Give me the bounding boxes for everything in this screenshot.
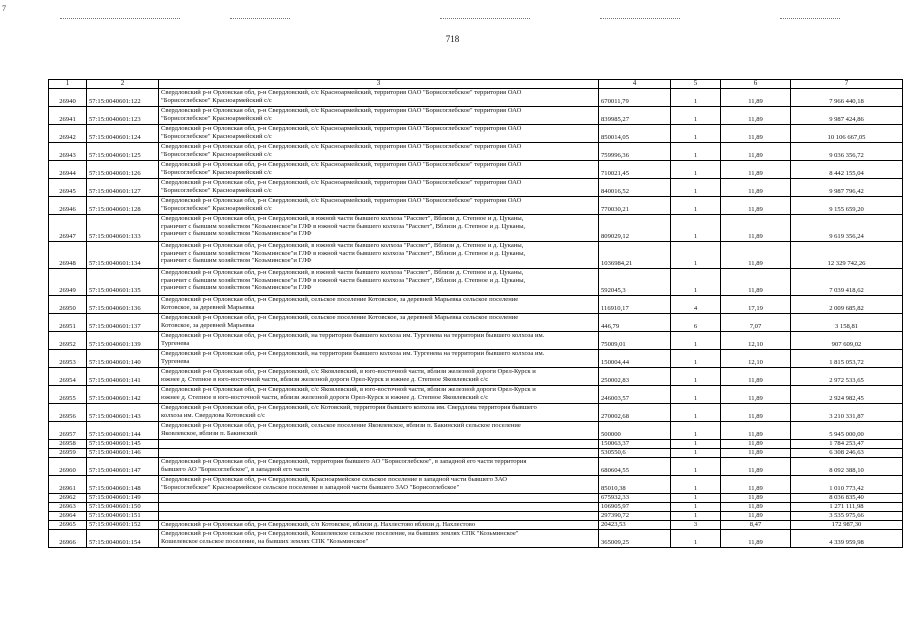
cadastral-number: 57:15:0040601:149 xyxy=(87,494,159,503)
specific-cost: 11,89 xyxy=(721,269,791,296)
cadastral-cost: 9 987 796,42 xyxy=(791,179,903,197)
group-value: 1 xyxy=(671,269,721,296)
table-row xyxy=(49,368,903,386)
row-number: 26946 xyxy=(49,197,87,215)
cadastral-number: 57:15:0040601:144 xyxy=(87,422,159,440)
location-description xyxy=(159,332,599,350)
cadastral-cost: 1 815 053,72 xyxy=(791,350,903,368)
area-value: 500000 xyxy=(599,422,671,440)
cadastral-number: 57:15:0040601:152 xyxy=(87,521,159,530)
group-value: 1 xyxy=(671,179,721,197)
row-number: 26950 xyxy=(49,296,87,314)
location-description xyxy=(159,476,599,494)
description-line: Котовское, за деревней Марьевка xyxy=(161,321,255,329)
specific-cost: 11,89 xyxy=(721,530,791,548)
cadastral-number: 57:15:0040601:146 xyxy=(87,449,159,458)
specific-cost: 17,19 xyxy=(721,296,791,314)
table-row xyxy=(49,242,903,269)
area-value: 670011,79 xyxy=(599,89,671,107)
group-value: 1 xyxy=(671,449,721,458)
cadastral-cost: 5 945 000,00 xyxy=(791,422,903,440)
description-line: южнее д. Степное в юго-восточной части, вблизи железной дороги Орел-Курск и южнее д. Степное Яковлевский с/с xyxy=(161,375,489,383)
area-value: 150063,37 xyxy=(599,440,671,449)
table-row xyxy=(49,269,903,296)
description-line: Свердловский р-н Орловская обл, р-н Свердловский, на территории бывшего колхоза им. Тургенева на территории бывшего колхоза им. xyxy=(161,332,545,339)
group-value: 1 xyxy=(671,143,721,161)
table-row xyxy=(49,476,903,494)
location-description xyxy=(159,521,599,530)
description-line: Свердловский р-н Орловская обл, р-н Свердловский, сельское поселение Котовское, за деревней Марьевка сельское поселение xyxy=(161,314,519,321)
row-number: 26949 xyxy=(49,269,87,296)
area-value: 592045,3 xyxy=(599,269,671,296)
specific-cost: 11,89 xyxy=(721,161,791,179)
row-number: 26947 xyxy=(49,215,87,242)
cadastral-cost: 6 308 246,63 xyxy=(791,449,903,458)
cadastral-cost: 1 784 253,47 xyxy=(791,440,903,449)
cadastral-cost: 8 036 835,40 xyxy=(791,494,903,503)
cadastral-cost: 1 010 773,42 xyxy=(791,476,903,494)
description-line: "Борисоглебское" Красноармейский с/с xyxy=(161,168,272,176)
description-line: "Борисоглебское" Красноармейское сельское поселение в западной части бывшего ЗАО "Борисоглебское" xyxy=(161,483,460,491)
group-value: 1 xyxy=(671,242,721,269)
cadastral-number: 57:15:0040601:126 xyxy=(87,161,159,179)
location-description xyxy=(159,179,599,197)
group-value: 4 xyxy=(671,296,721,314)
description-line: Свердловский р-н Орловская обл, р-н Свердловский, в южной части бывшего колхоза "Рассвет", Вблизи д. Степное и д. Цуканы, xyxy=(161,215,524,222)
table-row xyxy=(49,332,903,350)
description-line: Свердловский р-н Орловская обл, р-н Свердловский, с/с Красноармейский, территория ОАО "Борисоглебское" территория ОАО xyxy=(161,89,522,96)
description-line: Свердловский р-н Орловская обл, р-н Свердловский, с/с Красноармейский, территория ОАО "Борисоглебское" территория ОАО xyxy=(161,161,522,168)
specific-cost: 11,89 xyxy=(721,449,791,458)
table-row xyxy=(49,314,903,332)
table-row xyxy=(49,386,903,404)
area-value: 680604,55 xyxy=(599,458,671,476)
table-row xyxy=(49,422,903,440)
cadastral-number: 57:15:0040601:135 xyxy=(87,269,159,296)
cadastral-number: 57:15:0040601:147 xyxy=(87,458,159,476)
row-number: 26951 xyxy=(49,314,87,332)
cadastral-number: 57:15:0040601:124 xyxy=(87,125,159,143)
specific-cost: 11,89 xyxy=(721,215,791,242)
area-value: 270002,68 xyxy=(599,404,671,422)
cadastral-number: 57:15:0040601:148 xyxy=(87,476,159,494)
table-row xyxy=(49,350,903,368)
location-description xyxy=(159,269,599,296)
land-register-table xyxy=(48,79,903,548)
row-number: 26940 xyxy=(49,89,87,107)
area-value: 150004,44 xyxy=(599,350,671,368)
cadastral-cost: 9 036 356,72 xyxy=(791,143,903,161)
cadastral-cost: 8 442 155,04 xyxy=(791,161,903,179)
cadastral-number: 57:15:0040601:127 xyxy=(87,179,159,197)
specific-cost: 11,89 xyxy=(721,386,791,404)
row-number: 26959 xyxy=(49,449,87,458)
table-row xyxy=(49,197,903,215)
specific-cost: 11,89 xyxy=(721,89,791,107)
area-value: 850014,05 xyxy=(599,125,671,143)
header-row xyxy=(49,80,903,89)
group-value: 6 xyxy=(671,314,721,332)
description-line: Свердловский р-н Орловская обл, р-н Свердловский, Красноармейское сельское поселение в западной части бывшего ЗАО xyxy=(161,476,508,483)
description-line: Яковлевское, вблизи п. Бакинский xyxy=(161,429,258,437)
description-line: Свердловский р-н Орловская обл, р-н Свердловский, сельское поселение Яковлевское, вблизи п. Бакинский сельское поселение xyxy=(161,422,521,429)
specific-cost: 11,89 xyxy=(721,404,791,422)
group-value: 1 xyxy=(671,332,721,350)
group-value: 3 xyxy=(671,521,721,530)
group-value: 1 xyxy=(671,404,721,422)
description-line: Свердловский р-н Орловская обл, р-н Свердловский, с/с Красноармейский, территория ОАО "Борисоглебское" территория ОАО xyxy=(161,179,522,186)
specific-cost: 11,89 xyxy=(721,197,791,215)
specific-cost: 11,89 xyxy=(721,422,791,440)
description-line: граничит с бывшим хозяйством "Козьминское"и ГЛФ xyxy=(161,257,312,265)
cadastral-number: 57:15:0040601:141 xyxy=(87,368,159,386)
location-description xyxy=(159,422,599,440)
cadastral-cost: 2 972 533,65 xyxy=(791,368,903,386)
description-line: "Борисоглебское" Красноармейский с/с xyxy=(161,186,272,194)
description-line: "Борисоглебское" Красноармейский с/с xyxy=(161,132,272,140)
area-value: 446,79 xyxy=(599,314,671,332)
description-line: "Борисоглебское" Красноармейский с/с xyxy=(161,96,272,104)
row-number: 26942 xyxy=(49,125,87,143)
col-header-2: 2 xyxy=(87,80,159,89)
group-value: 1 xyxy=(671,476,721,494)
description-line: колхоза им. Свердлова Котовский с/с xyxy=(161,411,266,419)
group-value: 1 xyxy=(671,197,721,215)
row-number: 26964 xyxy=(49,512,87,521)
description-line: Свердловский р-н Орловская обл, р-н Свердловский, с/с Яковлевский, в юго-восточной части, вблизи железной дороги Орел-Курск и xyxy=(161,368,536,375)
group-value: 1 xyxy=(671,494,721,503)
col-header-6: 6 xyxy=(721,80,791,89)
row-number: 26966 xyxy=(49,530,87,548)
location-description xyxy=(159,494,599,503)
specific-cost: 12,10 xyxy=(721,350,791,368)
cadastral-cost: 9 987 424,86 xyxy=(791,107,903,125)
row-number: 26965 xyxy=(49,521,87,530)
specific-cost: 11,89 xyxy=(721,458,791,476)
location-description xyxy=(159,197,599,215)
col-header-4: 4 xyxy=(599,80,671,89)
row-number: 26944 xyxy=(49,161,87,179)
row-number: 26953 xyxy=(49,350,87,368)
location-description xyxy=(159,530,599,548)
location-description xyxy=(159,503,599,512)
location-description xyxy=(159,314,599,332)
row-number: 26955 xyxy=(49,386,87,404)
col-header-7: 7 xyxy=(791,80,903,89)
cadastral-cost: 4 339 959,98 xyxy=(791,530,903,548)
cadastral-cost: 3 210 331,87 xyxy=(791,404,903,422)
cadastral-cost: 7 039 418,62 xyxy=(791,269,903,296)
cadastral-number: 57:15:0040601:145 xyxy=(87,440,159,449)
description-line: Свердловский р-н Орловская обл, р-н Свердловский, с/с Красноармейский, территория ОАО "Борисоглебское" территория ОАО xyxy=(161,125,522,132)
table-row xyxy=(49,143,903,161)
table-row xyxy=(49,296,903,314)
row-number: 26956 xyxy=(49,404,87,422)
location-description xyxy=(159,458,599,476)
cadastral-cost: 12 329 742,26 xyxy=(791,242,903,269)
area-value: 840016,52 xyxy=(599,179,671,197)
location-description xyxy=(159,107,599,125)
table-row xyxy=(49,404,903,422)
location-description xyxy=(159,125,599,143)
scan-noise-line xyxy=(440,18,530,19)
location-description xyxy=(159,368,599,386)
specific-cost: 11,89 xyxy=(721,368,791,386)
description-line: Котовское, за деревней Марьевка xyxy=(161,303,255,311)
location-description xyxy=(159,449,599,458)
specific-cost: 8,47 xyxy=(721,521,791,530)
area-value: 839985,27 xyxy=(599,107,671,125)
location-description xyxy=(159,512,599,521)
description-line: Тургенева xyxy=(161,357,190,365)
table-row xyxy=(49,161,903,179)
cadastral-cost: 10 106 667,05 xyxy=(791,125,903,143)
table-row xyxy=(49,89,903,107)
group-value: 1 xyxy=(671,125,721,143)
description-line: граничит с бывшим хозяйством "Козьминское"и ГЛФ xyxy=(161,284,312,292)
cadastral-number: 57:15:0040601:136 xyxy=(87,296,159,314)
description-line: Свердловский р-н Орловская обл, р-н Свердловский, с/с Красноармейский, территория ОАО "Борисоглебское" территория ОАО xyxy=(161,143,522,150)
description-line: Свердловский р-н Орловская обл, р-н Свердловский, с/с Котовский, территория бывшего колхоза им. Свердлова территория бывшего xyxy=(161,404,537,411)
group-value: 1 xyxy=(671,107,721,125)
specific-cost: 11,89 xyxy=(721,494,791,503)
cadastral-number: 57:15:0040601:142 xyxy=(87,386,159,404)
area-value: 809029,12 xyxy=(599,215,671,242)
location-description xyxy=(159,161,599,179)
description-line: Свердловский р-н Орловская обл, р-н Свердловский, в южной части бывшего колхоза "Рассвет", Вблизи д. Степное и д. Цуканы, xyxy=(161,269,524,276)
area-value: 297390,72 xyxy=(599,512,671,521)
scan-noise-line xyxy=(60,18,180,19)
row-number: 26941 xyxy=(49,107,87,125)
cadastral-cost: 907 609,02 xyxy=(791,332,903,350)
table-row xyxy=(49,521,903,530)
specific-cost: 11,89 xyxy=(721,503,791,512)
row-number: 26963 xyxy=(49,503,87,512)
cadastral-number: 57:15:0040601:134 xyxy=(87,242,159,269)
cadastral-cost: 9 155 659,20 xyxy=(791,197,903,215)
row-number: 26954 xyxy=(49,368,87,386)
cadastral-cost: 3 158,81 xyxy=(791,314,903,332)
location-description xyxy=(159,242,599,269)
row-number: 26962 xyxy=(49,494,87,503)
description-line: Свердловский р-н Орловская обл, р-н Свердловский, с/п Котовское, вблизи д. Нахлестово вблизи д. Нахлестово xyxy=(161,521,476,528)
specific-cost: 11,89 xyxy=(721,107,791,125)
description-line: Кошелевское сельское поселение, на бывших землях СПК "Козьминское" xyxy=(161,537,369,545)
cadastral-cost: 9 619 356,24 xyxy=(791,215,903,242)
group-value: 1 xyxy=(671,161,721,179)
area-value: 710021,45 xyxy=(599,161,671,179)
scan-noise-line xyxy=(780,18,840,19)
table-row xyxy=(49,494,903,503)
location-description xyxy=(159,440,599,449)
cadastral-number: 57:15:0040601:143 xyxy=(87,404,159,422)
location-description xyxy=(159,143,599,161)
description-line: южнее д. Степное в юго-восточной части, вблизи железной дороги Орел-Курск и южнее д. Степное Яковлевский с/с xyxy=(161,393,489,401)
row-number: 26960 xyxy=(49,458,87,476)
description-line: граничит с бывшим хозяйством "Козьминское"и ГЛФ в южной части бывшего колхоза "Рассвет", Вблизи д. Степное и д. Цуканы, xyxy=(161,276,526,284)
area-value: 675932,33 xyxy=(599,494,671,503)
area-value: 365009,25 xyxy=(599,530,671,548)
description-line: "Борисоглебское" Красноармейский с/с xyxy=(161,204,272,212)
group-value: 1 xyxy=(671,422,721,440)
area-value: 770030,21 xyxy=(599,197,671,215)
col-header-1: 1 xyxy=(49,80,87,89)
cadastral-cost: 8 092 388,10 xyxy=(791,458,903,476)
table-row xyxy=(49,458,903,476)
cadastral-number: 57:15:0040601:150 xyxy=(87,503,159,512)
description-line: Свердловский р-н Орловская обл, р-н Свердловский, с/с Яковлевский, в юго-восточной части, вблизи железной дороги Орел-Курск и xyxy=(161,386,536,393)
group-value: 1 xyxy=(671,440,721,449)
cadastral-cost: 2 009 685,82 xyxy=(791,296,903,314)
description-line: граничит с бывшим хозяйством "Козьминское"и ГЛФ xyxy=(161,230,312,238)
col-header-5: 5 xyxy=(671,80,721,89)
scan-noise-line xyxy=(600,18,680,19)
description-line: "Борисоглебское" Красноармейский с/с xyxy=(161,150,272,158)
description-line: Тургенева xyxy=(161,339,190,347)
group-value: 1 xyxy=(671,503,721,512)
row-number: 26943 xyxy=(49,143,87,161)
specific-cost: 12,10 xyxy=(721,332,791,350)
group-value: 1 xyxy=(671,350,721,368)
group-value: 1 xyxy=(671,215,721,242)
page-number: 718 xyxy=(445,34,460,44)
specific-cost: 11,89 xyxy=(721,242,791,269)
cadastral-cost: 1 271 111,98 xyxy=(791,503,903,512)
group-value: 1 xyxy=(671,458,721,476)
area-value: 75009,01 xyxy=(599,332,671,350)
location-description xyxy=(159,296,599,314)
table-row xyxy=(49,107,903,125)
specific-cost: 11,89 xyxy=(721,512,791,521)
description-line: граничит с бывшим хозяйством "Козьминское"и ГЛФ в южной части бывшего колхоза "Рассвет", Вблизи д. Степное и д. Цуканы, xyxy=(161,249,526,257)
cadastral-number: 57:15:0040601:154 xyxy=(87,530,159,548)
cadastral-number: 57:15:0040601:125 xyxy=(87,143,159,161)
row-number: 26958 xyxy=(49,440,87,449)
description-line: Свердловский р-н Орловская обл, р-н Свердловский, на территории бывшего колхоза им. Тургенева на территории бывшего колхоза им. xyxy=(161,350,545,357)
cadastral-number: 57:15:0040601:123 xyxy=(87,107,159,125)
area-value: 1036984,21 xyxy=(599,242,671,269)
table-row xyxy=(49,512,903,521)
description-line: "Борисоглебское" Красноармейский с/с xyxy=(161,114,272,122)
cadastral-cost: 7 966 440,18 xyxy=(791,89,903,107)
description-line: Свердловский р-н Орловская обл, р-н Свердловский, с/с Красноармейский, территория ОАО "Борисоглебское" территория ОАО xyxy=(161,197,522,204)
row-number: 26957 xyxy=(49,422,87,440)
description-line: граничит с бывшим хозяйством "Козьминское"и ГЛФ в южной части бывшего колхоза "Рассвет", Вблизи д. Степное и д. Цуканы, xyxy=(161,222,526,230)
group-value: 1 xyxy=(671,512,721,521)
cadastral-number: 57:15:0040601:151 xyxy=(87,512,159,521)
table-body xyxy=(49,89,903,548)
col-header-3: 3 xyxy=(159,80,599,89)
cadastral-number: 57:15:0040601:137 xyxy=(87,314,159,332)
cadastral-number: 57:15:0040601:139 xyxy=(87,332,159,350)
location-description xyxy=(159,404,599,422)
area-value: 106905,97 xyxy=(599,503,671,512)
area-value: 246003,57 xyxy=(599,386,671,404)
row-number: 26952 xyxy=(49,332,87,350)
cadastral-cost: 172 987,30 xyxy=(791,521,903,530)
specific-cost: 11,89 xyxy=(721,476,791,494)
area-value: 85010,38 xyxy=(599,476,671,494)
row-number: 26948 xyxy=(49,242,87,269)
cadastral-number: 57:15:0040601:133 xyxy=(87,215,159,242)
description-line: бывшего АО "Борисоглебское", в западной его части xyxy=(161,465,310,473)
cadastral-number: 57:15:0040601:122 xyxy=(87,89,159,107)
location-description xyxy=(159,89,599,107)
row-number: 26961 xyxy=(49,476,87,494)
description-line: Свердловский р-н Орловская обл, р-н Свердловский, в южной части бывшего колхоза "Рассвет", Вблизи д. Степное и д. Цуканы, xyxy=(161,242,524,249)
description-line: Свердловский р-н Орловская обл, р-н Свердловский, сельское поселение Котовское, за деревней Марьевка сельское поселение xyxy=(161,296,519,303)
table-row xyxy=(49,449,903,458)
table-row xyxy=(49,530,903,548)
cadastral-number: 57:15:0040601:140 xyxy=(87,350,159,368)
description-line: Свердловский р-н Орловская обл, р-н Свердловский, Кошелевское сельское поселение, на бывших землях СПК "Козьминское" xyxy=(161,530,519,537)
scan-noise-line xyxy=(230,18,290,19)
group-value: 1 xyxy=(671,530,721,548)
scan-mark: 7 xyxy=(2,4,6,13)
area-value: 530550,6 xyxy=(599,449,671,458)
description-line: Свердловский р-н Орловская обл, р-н Свердловский, с/с Красноармейский, территория ОАО "Борисоглебское" территория ОАО xyxy=(161,107,522,114)
description-line: Свердловский р-н Орловская обл, р-н Свердловский, территория бывшего АО "Борисоглебское", в западной его части территория xyxy=(161,458,527,465)
area-value: 116910,17 xyxy=(599,296,671,314)
specific-cost: 11,89 xyxy=(721,179,791,197)
area-value: 20423,53 xyxy=(599,521,671,530)
cadastral-cost: 3 535 975,66 xyxy=(791,512,903,521)
group-value: 1 xyxy=(671,368,721,386)
area-value: 759996,36 xyxy=(599,143,671,161)
specific-cost: 11,89 xyxy=(721,440,791,449)
location-description xyxy=(159,350,599,368)
cadastral-cost: 2 924 982,45 xyxy=(791,386,903,404)
location-description xyxy=(159,215,599,242)
group-value: 1 xyxy=(671,89,721,107)
table-row xyxy=(49,125,903,143)
table-row xyxy=(49,503,903,512)
table-row xyxy=(49,440,903,449)
group-value: 1 xyxy=(671,386,721,404)
location-description xyxy=(159,386,599,404)
specific-cost: 11,89 xyxy=(721,125,791,143)
specific-cost: 7,07 xyxy=(721,314,791,332)
table-row xyxy=(49,179,903,197)
cadastral-number: 57:15:0040601:128 xyxy=(87,197,159,215)
area-value: 250002,83 xyxy=(599,368,671,386)
row-number: 26945 xyxy=(49,179,87,197)
specific-cost: 11,89 xyxy=(721,143,791,161)
table-row xyxy=(49,215,903,242)
